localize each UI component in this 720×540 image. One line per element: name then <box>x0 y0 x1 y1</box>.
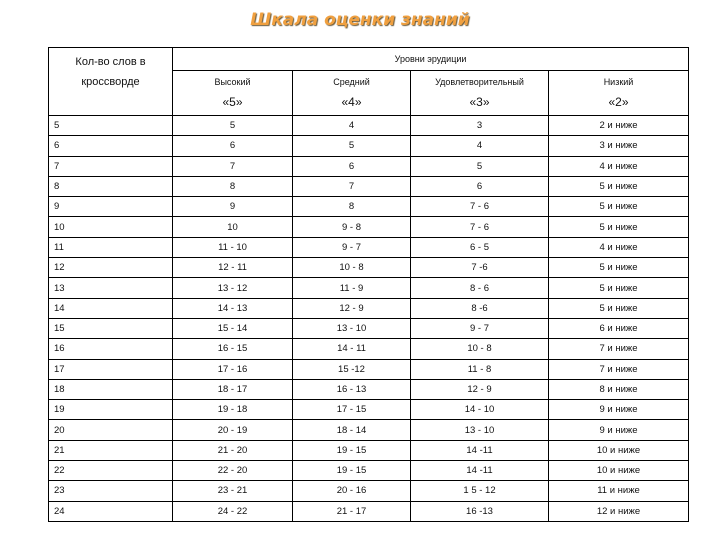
cell-low: 12 и ниже <box>549 501 689 521</box>
header-level-low <box>549 71 689 116</box>
cell-high: 22 - 20 <box>173 461 293 481</box>
cell-satisfactory: 7 -6 <box>411 258 549 278</box>
header-erudition-levels: Уровни эрудиции <box>173 48 689 71</box>
cell-low: 10 и ниже <box>549 440 689 460</box>
cell-medium: 6 <box>293 156 411 176</box>
cell-high: 21 - 20 <box>173 440 293 460</box>
table-row <box>49 461 689 481</box>
table-row <box>49 176 689 196</box>
cell-low: 5 и ниже <box>549 258 689 278</box>
cell-word-count: 6 <box>49 136 173 156</box>
cell-low: 5 и ниже <box>549 298 689 318</box>
level-grade: «5» <box>222 95 243 109</box>
cell-medium: 11 - 9 <box>293 278 411 298</box>
cell-medium: 10 - 8 <box>293 258 411 278</box>
cell-high: 20 - 19 <box>173 420 293 440</box>
cell-medium: 16 - 13 <box>293 379 411 399</box>
table-row <box>49 318 689 338</box>
cell-word-count: 23 <box>49 481 173 501</box>
cell-satisfactory: 14 - 10 <box>411 400 549 420</box>
cell-high: 7 <box>173 156 293 176</box>
cell-word-count: 22 <box>49 461 173 481</box>
cell-word-count: 11 <box>49 237 173 257</box>
header-level-medium <box>293 71 411 116</box>
cell-low: 8 и ниже <box>549 379 689 399</box>
knowledge-scale-table <box>48 47 689 522</box>
level-name: Высокий <box>214 77 251 87</box>
cell-high: 15 - 14 <box>173 318 293 338</box>
cell-low: 7 и ниже <box>549 359 689 379</box>
cell-high: 5 <box>173 116 293 136</box>
table-row <box>49 136 689 156</box>
cell-satisfactory: 11 - 8 <box>411 359 549 379</box>
cell-word-count: 10 <box>49 217 173 237</box>
cell-low: 9 и ниже <box>549 420 689 440</box>
level-grade: «4» <box>341 95 362 109</box>
cell-high: 19 - 18 <box>173 400 293 420</box>
table-row <box>49 501 689 521</box>
table-header <box>49 48 689 116</box>
cell-satisfactory: 5 <box>411 156 549 176</box>
level-grade: «3» <box>469 95 490 109</box>
cell-satisfactory: 10 - 8 <box>411 339 549 359</box>
cell-medium: 14 - 11 <box>293 339 411 359</box>
table-body <box>49 116 689 522</box>
page-title: Шкала оценки знаний <box>250 10 470 30</box>
table-row <box>49 339 689 359</box>
cell-word-count: 8 <box>49 176 173 196</box>
cell-medium: 21 - 17 <box>293 501 411 521</box>
table-row <box>49 258 689 278</box>
table-row <box>49 420 689 440</box>
cell-high: 23 - 21 <box>173 481 293 501</box>
cell-high: 14 - 13 <box>173 298 293 318</box>
cell-word-count: 20 <box>49 420 173 440</box>
cell-high: 13 - 12 <box>173 278 293 298</box>
level-name: Низкий <box>603 77 634 87</box>
cell-medium: 9 - 8 <box>293 217 411 237</box>
cell-satisfactory: 14 -11 <box>411 461 549 481</box>
cell-low: 2 и ниже <box>549 116 689 136</box>
cell-word-count: 15 <box>49 318 173 338</box>
cell-medium: 20 - 16 <box>293 481 411 501</box>
cell-medium: 19 - 15 <box>293 461 411 481</box>
cell-high: 17 - 16 <box>173 359 293 379</box>
cell-word-count: 18 <box>49 379 173 399</box>
cell-high: 10 <box>173 217 293 237</box>
header-level-satisfactory <box>411 71 549 116</box>
table-row <box>49 379 689 399</box>
cell-satisfactory: 1 5 - 12 <box>411 481 549 501</box>
table-row <box>49 298 689 318</box>
cell-satisfactory: 6 - 5 <box>411 237 549 257</box>
cell-low: 7 и ниже <box>549 339 689 359</box>
cell-low: 11 и ниже <box>549 481 689 501</box>
cell-satisfactory: 16 -13 <box>411 501 549 521</box>
cell-satisfactory: 3 <box>411 116 549 136</box>
cell-high: 11 - 10 <box>173 237 293 257</box>
level-name: Удовлетворительный <box>435 77 524 87</box>
cell-medium: 17 - 15 <box>293 400 411 420</box>
cell-low: 10 и ниже <box>549 461 689 481</box>
level-name: Средний <box>333 77 370 87</box>
cell-word-count: 5 <box>49 116 173 136</box>
cell-medium: 13 - 10 <box>293 318 411 338</box>
cell-high: 12 - 11 <box>173 258 293 278</box>
cell-satisfactory: 8 - 6 <box>411 278 549 298</box>
cell-satisfactory: 7 - 6 <box>411 197 549 217</box>
table-row <box>49 278 689 298</box>
cell-satisfactory: 7 - 6 <box>411 217 549 237</box>
cell-medium: 15 -12 <box>293 359 411 379</box>
cell-low: 5 и ниже <box>549 217 689 237</box>
cell-medium: 18 - 14 <box>293 420 411 440</box>
table-row <box>49 217 689 237</box>
cell-low: 6 и ниже <box>549 318 689 338</box>
cell-satisfactory: 9 - 7 <box>411 318 549 338</box>
cell-low: 4 и ниже <box>549 237 689 257</box>
cell-high: 6 <box>173 136 293 156</box>
table-row <box>49 156 689 176</box>
table-row <box>49 440 689 460</box>
cell-word-count: 21 <box>49 440 173 460</box>
cell-low: 4 и ниже <box>549 156 689 176</box>
table-row <box>49 116 689 136</box>
cell-medium: 5 <box>293 136 411 156</box>
cell-satisfactory: 8 -6 <box>411 298 549 318</box>
table-row <box>49 237 689 257</box>
header-level-high <box>173 71 293 116</box>
cell-satisfactory: 12 - 9 <box>411 379 549 399</box>
cell-word-count: 13 <box>49 278 173 298</box>
cell-low: 5 и ниже <box>549 197 689 217</box>
cell-high: 18 - 17 <box>173 379 293 399</box>
table-row <box>49 197 689 217</box>
cell-low: 3 и ниже <box>549 136 689 156</box>
cell-word-count: 17 <box>49 359 173 379</box>
cell-word-count: 19 <box>49 400 173 420</box>
cell-satisfactory: 4 <box>411 136 549 156</box>
cell-low: 5 и ниже <box>549 278 689 298</box>
cell-high: 16 - 15 <box>173 339 293 359</box>
cell-word-count: 7 <box>49 156 173 176</box>
cell-satisfactory: 14 -11 <box>411 440 549 460</box>
cell-medium: 9 - 7 <box>293 237 411 257</box>
level-grade: «2» <box>608 95 629 109</box>
cell-satisfactory: 6 <box>411 176 549 196</box>
table-row <box>49 359 689 379</box>
cell-high: 9 <box>173 197 293 217</box>
cell-word-count: 12 <box>49 258 173 278</box>
table-row <box>49 481 689 501</box>
table-row <box>49 400 689 420</box>
cell-word-count: 16 <box>49 339 173 359</box>
cell-low: 5 и ниже <box>549 176 689 196</box>
header-word-count: Кол-во слов в кроссворде <box>49 48 173 116</box>
cell-word-count: 24 <box>49 501 173 521</box>
cell-medium: 19 - 15 <box>293 440 411 460</box>
cell-low: 9 и ниже <box>549 400 689 420</box>
cell-medium: 4 <box>293 116 411 136</box>
cell-word-count: 9 <box>49 197 173 217</box>
cell-satisfactory: 13 - 10 <box>411 420 549 440</box>
cell-word-count: 14 <box>49 298 173 318</box>
cell-medium: 12 - 9 <box>293 298 411 318</box>
cell-high: 8 <box>173 176 293 196</box>
cell-high: 24 - 22 <box>173 501 293 521</box>
cell-medium: 7 <box>293 176 411 196</box>
cell-medium: 8 <box>293 197 411 217</box>
